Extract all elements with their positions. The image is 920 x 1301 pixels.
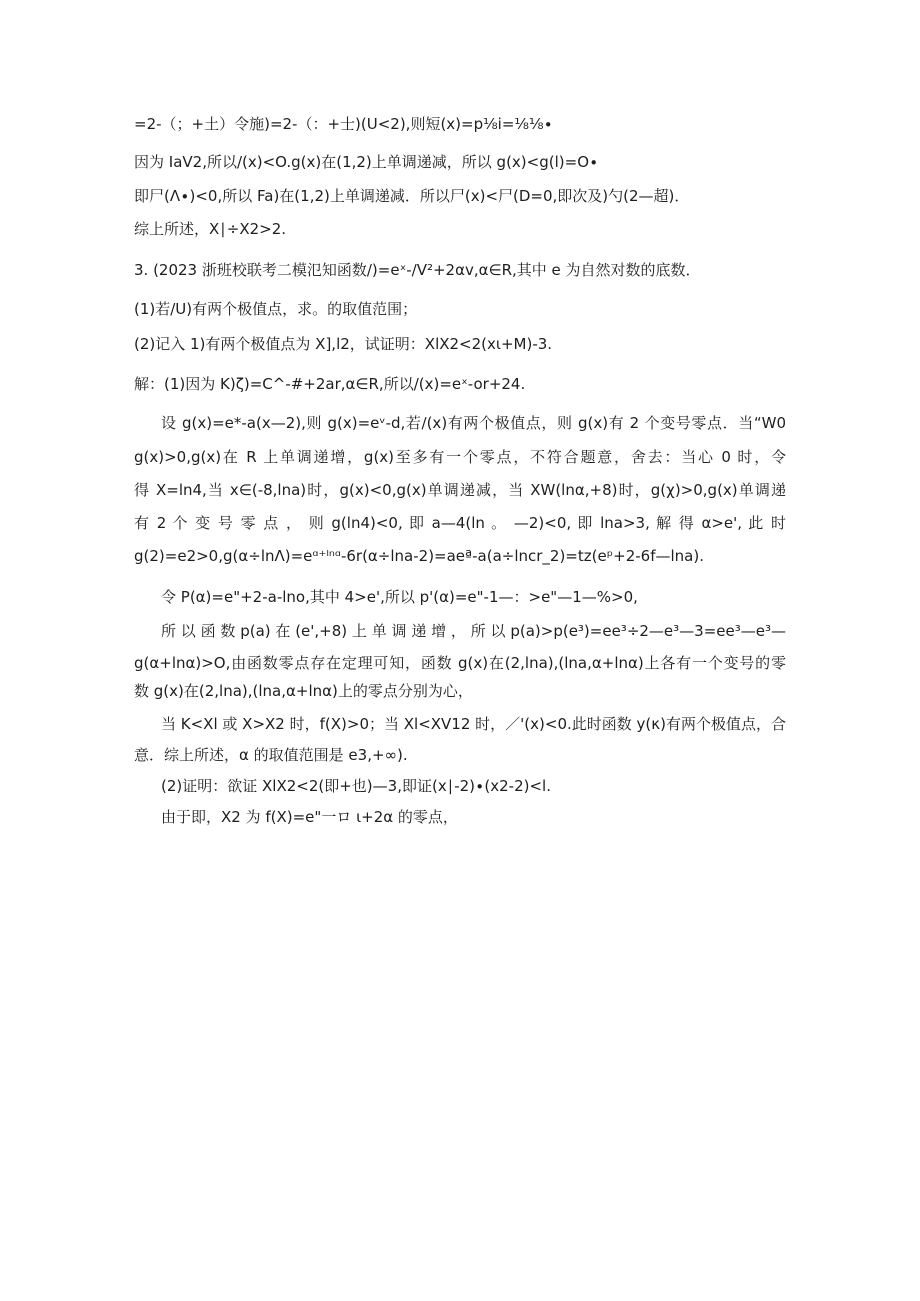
text-line: 因为 IaV2,所以/(x)<O.g(x)在(1,2)上单调递减，所以 g(x)<g(l)=O∙ <box>134 153 599 171</box>
question-part-2: (2)记入 1)有两个极值点为 X],l2，试证明：XlX2<2(xι+M)-3. <box>134 335 553 353</box>
text-line: 令 P(α)=e"+2-a-lno,其中 4>e',所以 p'(α)=e"-1—：>e"—1—%>0, <box>161 588 638 606</box>
text-line: 由于即，X2 为 f(X)=e"一ロ ι+2α 的零点， <box>161 808 458 826</box>
text-line: 有 2 个 变 号 零 点 ， 则 g(ln4)<0, 即 a—4(ln 。 —2)<0, 即 lna>3, 解 得 α>e', 此 时 <box>134 514 786 532</box>
text-line: 设 g(x)=e*-a(x—2),则 g(x)=eᵛ-d,若∕(x)有两个极值点，则 g(x)有 2 个变号零点．当“W0 <box>161 414 786 432</box>
question-part-1: (1)若/U)有两个极值点，求。的取值范围； <box>134 300 418 318</box>
text-line: g(x)>0,g(x)在 R 上单调递增，g(x)至多有一个零点，不符合题意，舍去：当心 0 时，令 <box>134 448 786 466</box>
text-line: =2-（；+土）令施)=2-（：+士)(U<2),则短(x)=p⅛i=⅛⅛∙ <box>134 115 553 133</box>
text-line: 即尸(Λ∙)<0,所以 Fa)在(1,2)上单调递减．所以尸(x)<尸(D=0,即次及)勺(2—超)． <box>134 187 690 205</box>
text-line: g(2)=e2>0,g(α÷lnΛ)=eᵅ⁺ˡⁿᵅ-6r(α÷lna-2)=aeª-a(a÷lncr_2)=tz(eᵖ+2-6f—lna). <box>134 547 704 565</box>
text-line: 所 以 函 数 p(a) 在 (e',+8) 上 单 调 递 增 ， 所 以 p(a)>p(e³)=ee³÷2—e³—3=ee³—e³— <box>161 622 786 640</box>
text-line: g(α+lnα)>O,由函数零点存在定理可知，函数 g(x)在(2,lna),(lna,α+lnα)上各有一个变号的零 <box>134 654 786 672</box>
text-line: 综上所述，X∣÷X2>2. <box>134 220 287 238</box>
question-heading: 3. (2023 浙班校联考二模氾知函数/)=eˣ-∕V²+2αv,α∈R,其中 e 为自然对数的底数． <box>134 261 701 279</box>
text-line: 当 K<Xl 或 X>X2 时，f(X)>0；当 Xl<XV12 时，／'(x)<0.此时函数 y(κ)有两个极值点，合 <box>161 715 786 733</box>
text-line: 得 X=ln4,当 x∈(-8,lna)时，g(x)<0,g(x)单调递减，当 XW(lnα,+8)时，g(χ)>0,g(x)单调递 <box>134 481 786 499</box>
text-line: 意．综上所述，α 的取值范围是 e3,+∞). <box>134 746 408 764</box>
solution-start: 解：(1)因为 K)ζ)=C^-#+2ar,α∈R,所以/(x)=eˣ-or+24. <box>134 375 526 393</box>
text-line: 数 g(x)在(2,lna),(lna,α+lnα)上的零点分别为心， <box>134 682 473 700</box>
proof-start: (2)证明：欲证 XlX2<2(即+也)—3,即证(x∣-2)∙(x2-2)<l. <box>161 777 551 795</box>
